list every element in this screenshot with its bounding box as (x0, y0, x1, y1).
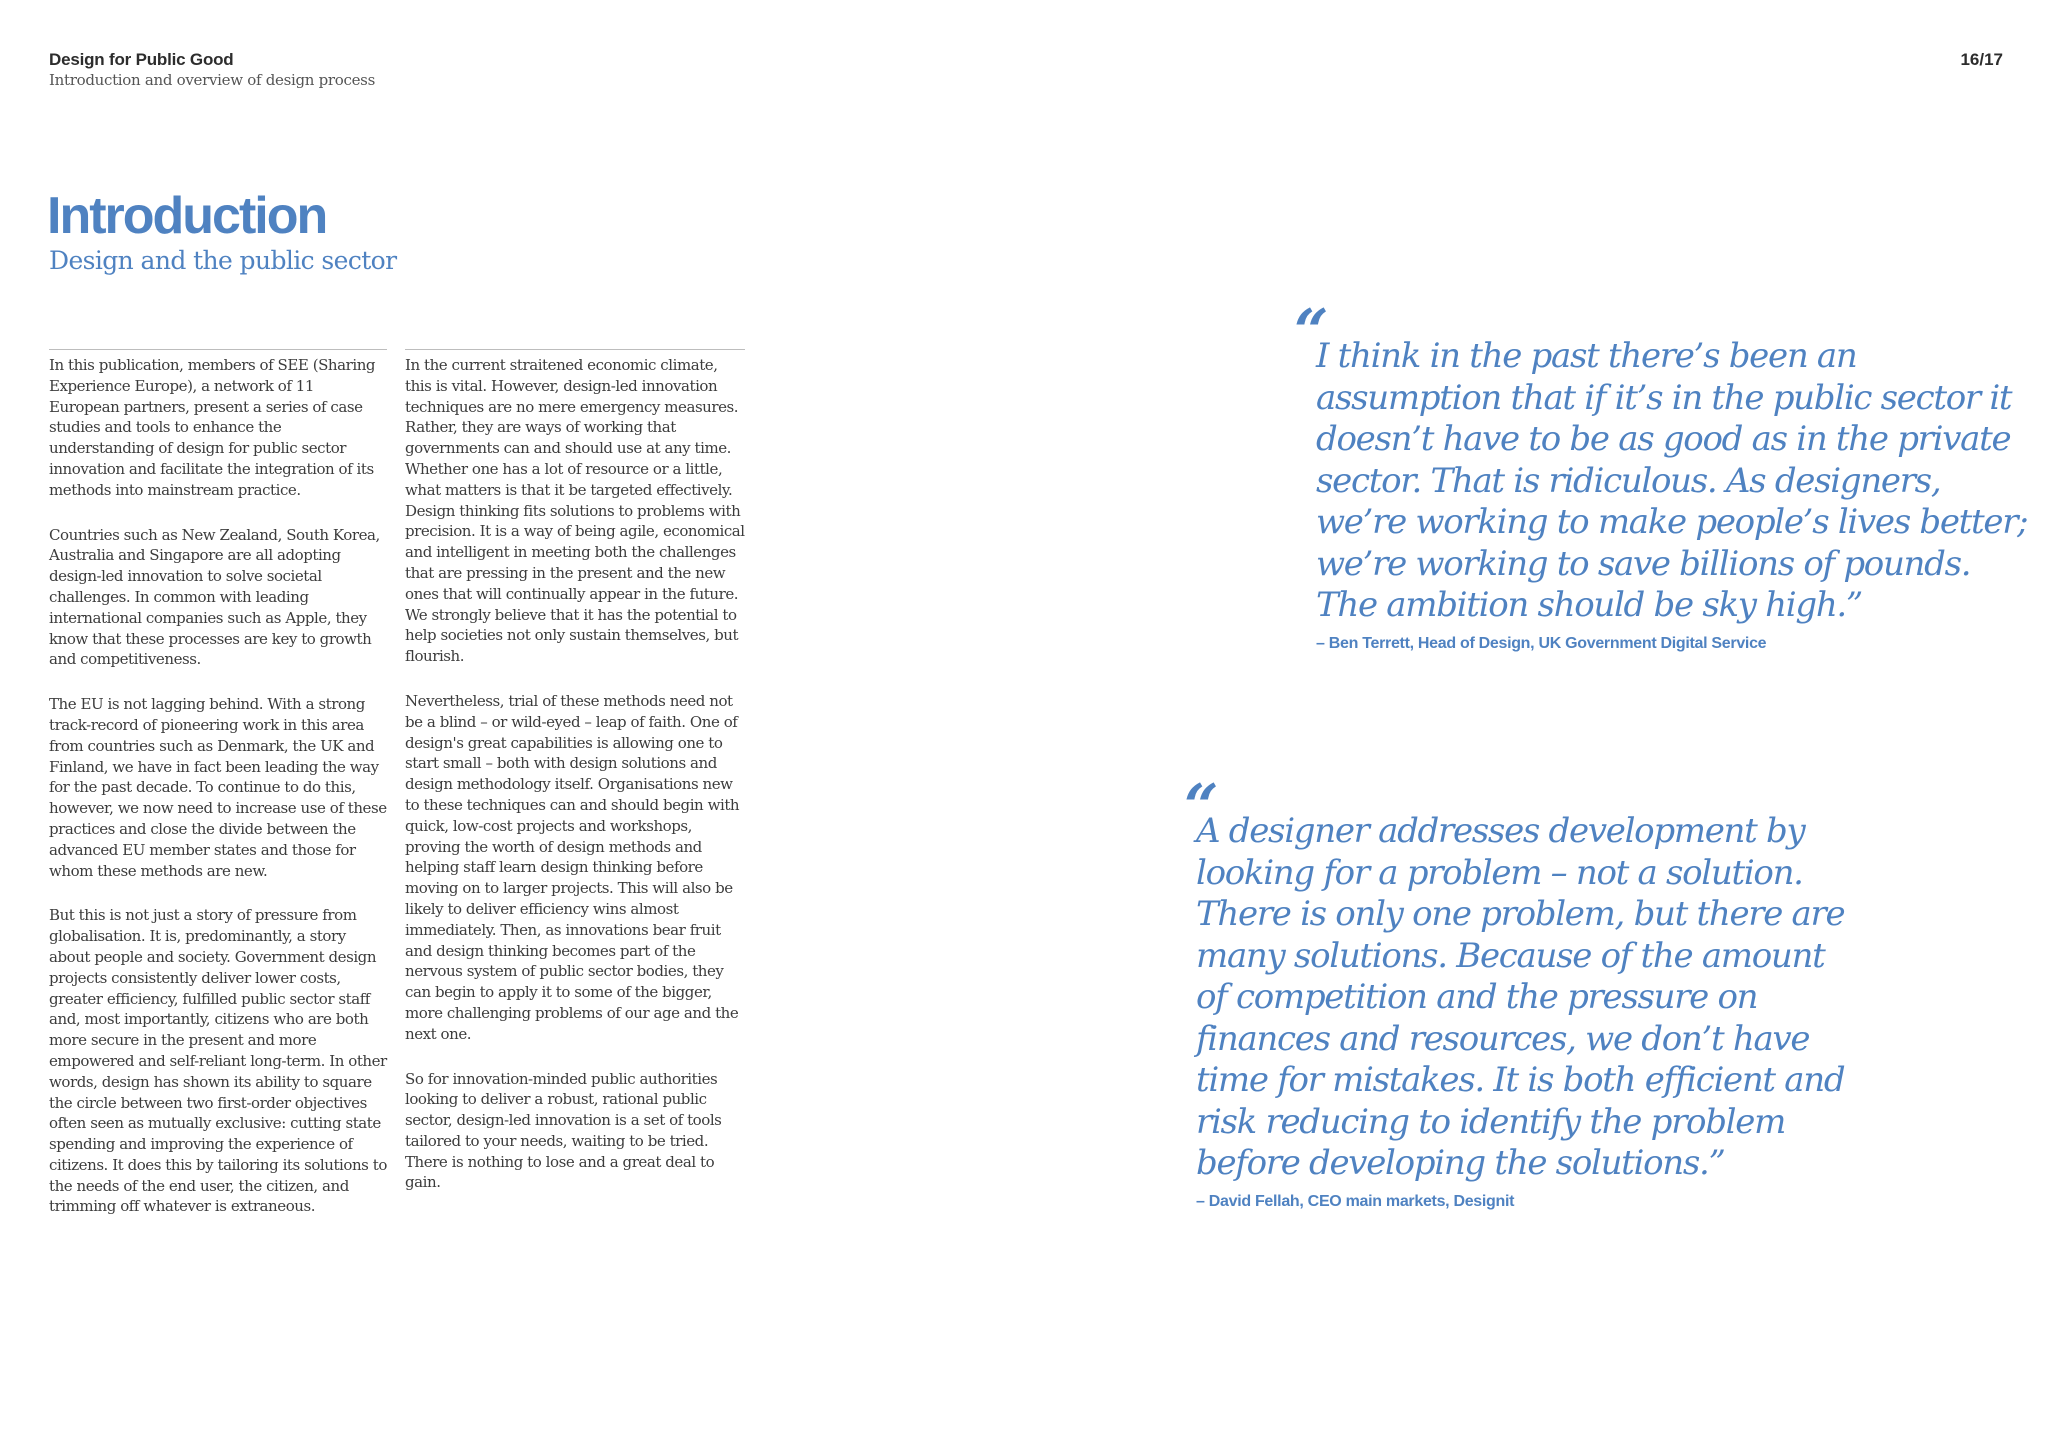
quote-line: The ambition should be sky high.” (1316, 585, 1863, 625)
header-subtitle: Introduction and overview of design process (49, 71, 375, 89)
paragraph: Nevertheless, trial of these methods need not be a blind – or wild-eyed – leap of faith. One of design's great capabilities is allowing one to start small – both with design solutions and design methodology itself. Organisations new to these techniques can and should begin with quick, low-cost projects and workshops, proving the worth of design methods and helping staff learn design thinking before moving on to larger projects. This will also be likely to deliver efficiency wins almost immediately. Then, as innovations bear fruit and design thinking becomes part of the nervous system of public sector bodies, they can begin to apply it to some of the bigger, more challenging problems of our age and the next one. (405, 691, 740, 1043)
quote-line: many solutions. Because of the amount (1196, 935, 1825, 976)
quote-mark-icon: “ (1184, 772, 1219, 842)
paragraph: But this is not just a story of pressure from globalisation. It is, predominantly, a story about people and society. Government design projects consistently deliver lower costs, greater efficiency, fulfilled public sector staff and, most importantly, citizens who are both more secure in the present and more empowered and self-reliant long-term. In other words, design has shown its ability to square the circle between two first-order objectives often seen as mutually exclusive: cutting state spending and improving the experience of citizens. It does this by tailoring its solutions to the needs of the end user, the citizen, and trimming off whatever is extraneous. (49, 906, 387, 1216)
header-title: Design for Public Good (49, 50, 234, 69)
section-title: Introduction (47, 187, 327, 245)
quote-line: I think in the past there’s been an (1316, 336, 1857, 376)
quote-mark-icon: “ (1294, 297, 1329, 367)
paragraph: The EU is not lagging behind. With a strong track-record of pioneering work in this area from countries such as Denmark, the UK and Finland, we have in fact been leading the way for the past decade. To continue to do this, however, we now need to increase use of these practices and close the divide between the advanced EU member states and those for whom these methods are new. (49, 695, 387, 880)
paragraph: In this publication, members of SEE (Sharing Experience Europe), a network of 11 European partners, present a series of case studies and tools to enhance the understanding of design for public sector innovation and facilitate the integration of its methods into mainstream practice. (49, 356, 376, 499)
quote-text (1196, 811, 1846, 1185)
quote-line: risk reducing to identify the problem (1196, 1101, 1786, 1142)
quote-line: of competition and the pressure on (1196, 977, 1758, 1017)
quote-line: sector. That is ridiculous. As designers, (1316, 460, 1941, 501)
quote-line: assumption that if it’s in the public sector it (1316, 377, 2012, 418)
paragraph: Countries such as New Zealand, South Korea, Australia and Singapore are all adopting design-led innovation to solve societal challenges. In common with leading international companies such as Apple, they know that these processes are key to growth and competitiveness. (49, 525, 380, 669)
pull-quote-1 (1294, 297, 2028, 653)
quote-attribution: – Ben Terrett, Head of Design, UK Government Digital Service (1316, 634, 1767, 652)
text-column-1 (49, 349, 387, 1241)
quote-line: looking for a problem – not a solution. (1196, 852, 1803, 893)
quote-line: There is only one problem, but there are (1196, 894, 1845, 934)
quote-text (1316, 336, 2028, 627)
pull-quote-2 (1184, 772, 1846, 1211)
text-column-2 (405, 349, 745, 1217)
page-number: 16/17 (1960, 50, 2003, 69)
quote-line: time for mistakes. It is both efficient and (1196, 1060, 1845, 1100)
paragraph: So for innovation-minded public authorities looking to deliver a robust, rational public sector, design-led innovation is a set of tools tailored to your needs, waiting to be tried. There is nothing to lose and a great deal to gain. (405, 1069, 722, 1192)
paragraph: In the current straitened economic climate, this is vital. However, design-led innovation techniques are no mere emergency measures. Rather, they are ways of working that governments can and should use at any time. Whether one has a lot of resource or a little, what matters is that it be targeted effectively. Design thinking fits solutions to problems with precision. It is a way of being agile, economical and intelligent in meeting both the challenges that are pressing in the present and the new ones that will continually appear in the future. We strongly believe that it has the potential to help societies not only sustain themselves, but flourish. (405, 356, 745, 666)
quote-attribution: – David Fellah, CEO main markets, Designit (1196, 1192, 1515, 1210)
quote-line: before developing the solutions.” (1196, 1143, 1725, 1183)
quote-line: A designer addresses development by (1196, 811, 1805, 851)
section-subtitle: Design and the public sector (49, 246, 397, 275)
quote-line: we’re working to make people’s lives better; (1316, 502, 2028, 542)
quote-line: doesn’t have to be as good as in the private (1316, 419, 2011, 459)
quote-line: we’re working to save billions of pounds. (1316, 543, 1971, 584)
quote-line: finances and resources, we don’t have (1196, 1018, 1810, 1059)
